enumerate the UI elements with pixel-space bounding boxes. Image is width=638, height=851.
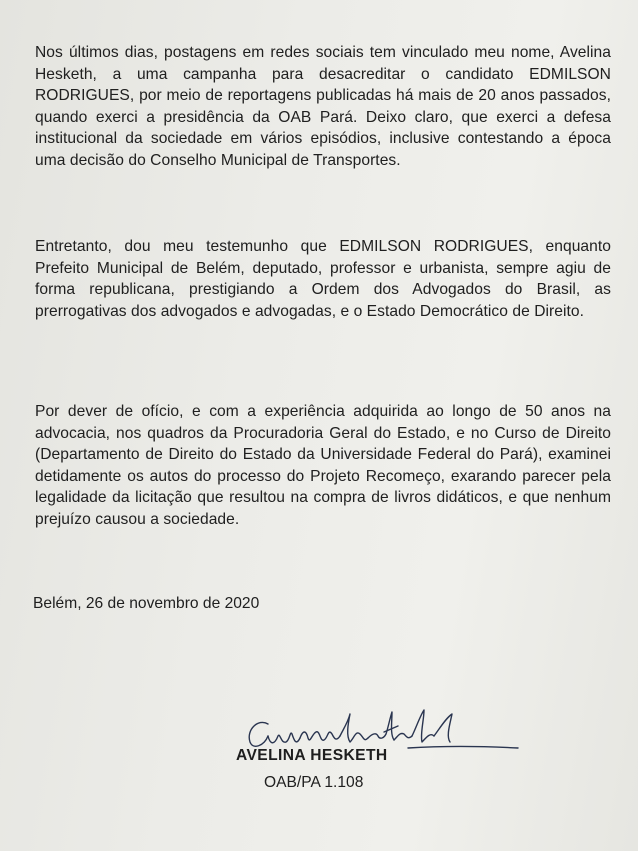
paragraph-3: Por dever de ofício, e com a experiência adquirida ao longo de 50 anos na advocacia, nos quadros da Procuradoria Geral do Estado, e no Curso de Direito (Departamento de Direito do Estado da Universidade Federal do Pará), examinei detidamente os autos do processo do Projeto Recomeço, exarando parecer pela legalidade da licitação que resultou na compra de livros didáticos, e que nenhum prejuízo causou a sociedade. (35, 403, 611, 528)
paragraph-1: Nos últimos dias, postagens em redes sociais tem vinculado meu nome, Avelina Hesketh, a uma campanha para desacreditar o candidato EDMILSON RODRIGUES, por meio de reportagens publicadas há mais de 20 anos passados, quando exerci a presidência da OAB Pará. Deixo claro, que exerci a defesa institucional da sociedade em vários episódios, inclusive contestando a época uma decisão do Conselho Municipal de Transportes. (35, 44, 611, 169)
paragraph-2: Entretanto, dou meu testemunho que EDMILSON RODRIGUES, enquanto Prefeito Municipal de Belém, deputado, professor e urbanista, sempre agiu de forma republicana, prestigiando a Ordem dos Advogados do Brasil, as prerrogativas dos advogados e advogadas, e o Estado Democrático de Direito. (35, 238, 611, 320)
signatory-name: AVELINA HESKETH (236, 747, 388, 764)
letter-date: Belém, 26 de novembro de 2020 (33, 595, 260, 612)
signatory-registration: OAB/PA 1.108 (264, 774, 364, 791)
